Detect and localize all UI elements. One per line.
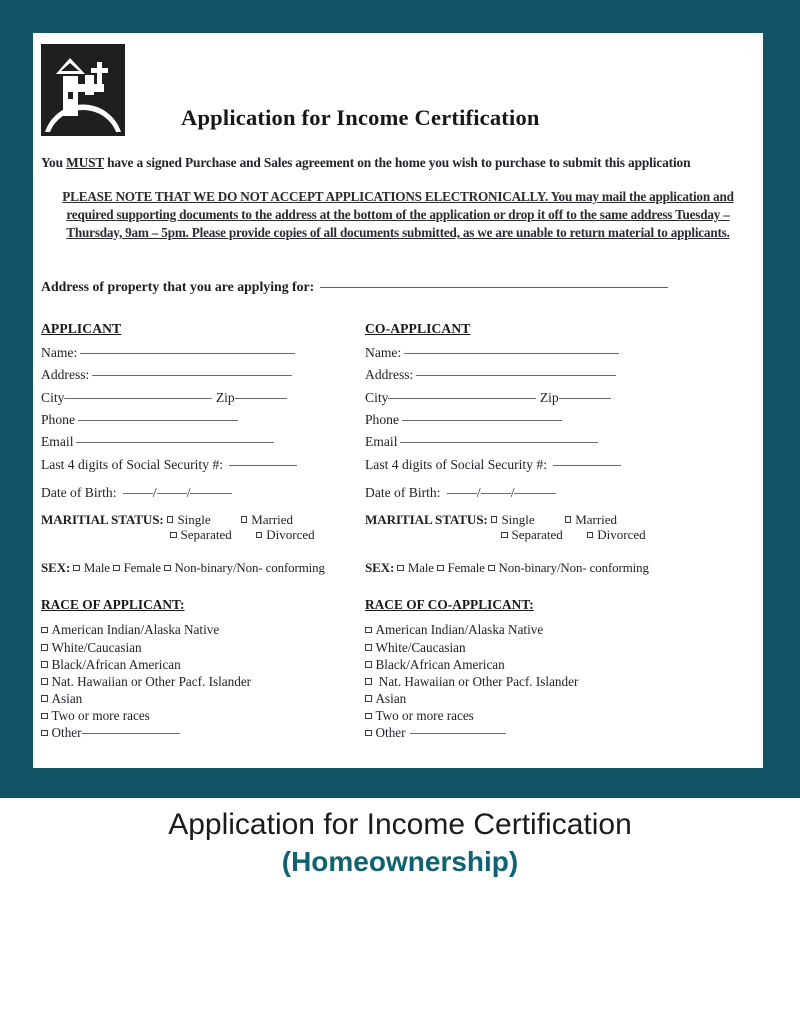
applicant-sex-option-nonbinary[interactable] <box>164 561 325 576</box>
coapplicant-marital-option-single[interactable] <box>491 512 535 528</box>
checkbox-icon[interactable] <box>365 730 372 737</box>
checkbox-icon[interactable] <box>365 695 372 702</box>
must-line-emphasis: MUST <box>66 155 104 170</box>
coapplicant-marital-option-divorced[interactable] <box>587 527 646 543</box>
notice-text: PLEASE NOTE THAT WE DO NOT ACCEPT APPLICATIONS ELECTRONICALLY. You may mail the application and required supporting documents to the address at the bottom of the application or drop it off to the same address Tuesday – Thursday, 9am – 5pm. Please provide copies of all documents submitted, as we are unable to return material to applicants. <box>62 189 734 240</box>
applicant-sex-option-female[interactable] <box>113 561 161 576</box>
coapplicant-race-option-0-label: American Indian/Alaska Native <box>375 622 544 638</box>
checkbox-icon[interactable] <box>397 565 404 572</box>
applicant-marital-option-divorced[interactable] <box>256 527 315 543</box>
coapplicant-race-option-1-label: White/Caucasian <box>375 639 466 655</box>
applicant-marital-option-divorced-label: Divorced <box>266 527 315 543</box>
applicant-name-input[interactable] <box>80 353 295 354</box>
checkbox-icon[interactable] <box>365 678 372 685</box>
applicant-city-label: City <box>41 389 65 405</box>
caption <box>0 806 800 880</box>
applicant-marital-status <box>41 512 373 544</box>
document-title: Application for Income Certification <box>181 105 540 130</box>
coapplicant-race-option-0[interactable] <box>365 621 697 638</box>
checkbox-icon[interactable] <box>365 627 372 634</box>
coapplicant-name-row <box>365 346 697 360</box>
applicant-marital-row2 <box>41 527 373 543</box>
applicant-race-option-3[interactable] <box>41 673 373 690</box>
must-line-prefix: You <box>41 155 67 170</box>
coapplicant-heading: CO-APPLICANT <box>365 321 471 336</box>
coapplicant-sex-option-female[interactable] <box>437 561 485 576</box>
coapplicant-race-option-2-label: Black/African American <box>375 656 505 672</box>
coapplicant-marital-label: MARITIAL STATUS: <box>365 511 488 527</box>
applicant-marital-option-separated[interactable] <box>170 527 232 543</box>
applicant-sex-option-male-label: Male <box>83 561 110 576</box>
applicant-dob-year-input[interactable] <box>190 493 232 494</box>
coapplicant-marital-option-married[interactable] <box>565 512 617 528</box>
caption-line-2: (Homeownership) <box>281 846 519 878</box>
applicant-dob-month-input[interactable] <box>123 493 153 494</box>
checkbox-icon[interactable] <box>167 516 174 523</box>
applicant-sex-label: SEX: <box>41 560 71 576</box>
coapplicant-name-input[interactable] <box>404 353 619 354</box>
applicant-race-option-1[interactable] <box>41 639 373 656</box>
checkbox-icon[interactable] <box>365 713 372 720</box>
coapplicant-marital-option-separated[interactable] <box>501 527 563 543</box>
applicant-marital-option-single[interactable] <box>167 512 211 528</box>
document-header <box>33 33 763 145</box>
applicant-column <box>41 321 373 741</box>
coapplicant-race-option-other[interactable] <box>365 724 697 741</box>
applicant-phone-input[interactable] <box>78 420 238 421</box>
coapplicant-ssn-input[interactable] <box>553 465 621 466</box>
coapplicant-column <box>365 321 697 741</box>
coapplicant-sex-option-male[interactable] <box>397 561 434 576</box>
checkbox-icon[interactable] <box>113 565 120 572</box>
applicant-city-input[interactable] <box>64 398 212 399</box>
house-on-hill-logo-icon <box>41 40 125 140</box>
checkbox-icon[interactable] <box>365 644 372 651</box>
applicant-ssn-row <box>41 458 373 472</box>
coapplicant-race-option-5[interactable] <box>365 707 697 724</box>
coapplicant-email-input[interactable] <box>400 442 598 443</box>
coapplicant-phone-label: Phone <box>365 412 399 428</box>
applicant-dob-day-input[interactable] <box>157 493 187 494</box>
applicant-marital-option-married-label: Married <box>251 511 294 527</box>
applicant-race-option-3-label: Nat. Hawaiian or Other Pacf. Islander <box>51 673 252 689</box>
checkbox-icon[interactable] <box>170 532 177 539</box>
applicant-ssn-label: Last 4 digits of Social Security #: <box>41 456 223 472</box>
coapplicant-dob-label: Date of Birth: <box>365 484 441 500</box>
applicant-race-other-input[interactable] <box>82 733 180 734</box>
applicant-address-input[interactable] <box>92 375 292 376</box>
coapplicant-sex-option-male-label: Male <box>407 561 434 576</box>
coapplicant-race-option-4[interactable] <box>365 690 697 707</box>
applicant-sex-option-nonbinary-label: Non-binary/Non- conforming <box>174 561 325 576</box>
checkbox-icon[interactable] <box>41 730 48 737</box>
coapplicant-marital-option-married-label: Married <box>575 511 618 527</box>
applicant-city-zip-row <box>41 391 373 405</box>
coapplicant-phone-row <box>365 413 697 427</box>
applicant-phone-row <box>41 413 373 427</box>
coapplicant-zip-label: Zip <box>539 389 559 405</box>
applicant-race-option-5-label: Two or more races <box>51 708 150 724</box>
checkbox-icon[interactable] <box>587 532 594 539</box>
coapplicant-sex-row <box>365 560 697 576</box>
applicant-race-option-0-label: American Indian/Alaska Native <box>51 622 220 638</box>
coapplicant-marital-row2 <box>365 527 697 543</box>
applicant-marital-label: MARITIAL STATUS: <box>41 511 164 527</box>
applicant-email-input[interactable] <box>76 442 274 443</box>
applicant-name-row <box>41 346 373 360</box>
coapplicant-race-option-5-label: Two or more races <box>375 708 474 724</box>
electronic-submission-notice <box>45 188 751 242</box>
applicant-address-row <box>41 368 373 382</box>
applicant-race-option-other-label: Other <box>51 725 82 741</box>
checkbox-icon[interactable] <box>41 627 48 634</box>
caption-line-1: Application for Income Certification <box>168 808 632 841</box>
document-page <box>33 33 763 768</box>
applicant-sex-row <box>41 560 373 576</box>
checkbox-icon[interactable] <box>565 516 572 523</box>
coapplicant-sex-option-nonbinary[interactable] <box>488 561 649 576</box>
applicant-zip-label: Zip <box>215 389 235 405</box>
coapplicant-city-zip-row <box>365 391 697 405</box>
applicant-address-label: Address: <box>41 367 90 383</box>
coapplicant-marital-option-separated-label: Separated <box>511 527 563 543</box>
coapplicant-email-label: Email <box>365 434 398 450</box>
applicant-sex-option-female-label: Female <box>123 561 161 576</box>
applicant-race-option-other[interactable] <box>41 724 373 741</box>
applicant-race-option-1-label: White/Caucasian <box>51 639 142 655</box>
coapplicant-race-option-3[interactable] <box>365 673 697 690</box>
coapplicant-address-label: Address: <box>365 367 414 383</box>
coapplicant-marital-option-single-label: Single <box>501 511 535 527</box>
applicant-race-option-4[interactable] <box>41 690 373 707</box>
coapplicant-race-option-other-label: Other <box>375 725 406 741</box>
applicant-heading: APPLICANT <box>41 321 122 336</box>
checkbox-icon[interactable] <box>41 661 48 668</box>
applicant-sex-option-male[interactable] <box>73 561 110 576</box>
checkbox-icon[interactable] <box>501 532 508 539</box>
applicant-email-row <box>41 435 373 449</box>
checkbox-icon[interactable] <box>41 713 48 720</box>
coapplicant-race-option-3-label: Nat. Hawaiian or Other Pacf. Islander <box>378 673 579 689</box>
coapplicant-race-list <box>365 621 697 741</box>
coapplicant-city-label: City <box>365 389 389 405</box>
coapplicant-dob-day-input[interactable] <box>481 493 511 494</box>
coapplicant-phone-input[interactable] <box>402 420 562 421</box>
applicant-race-list <box>41 621 373 741</box>
checkbox-icon[interactable] <box>41 678 48 685</box>
coapplicant-ssn-label: Last 4 digits of Social Security #: <box>365 456 547 472</box>
coapplicant-race-heading: RACE OF CO-APPLICANT: <box>365 597 534 613</box>
applicant-race-heading: RACE OF APPLICANT: <box>41 597 185 613</box>
applicant-phone-label: Phone <box>41 412 75 428</box>
applicant-email-label: Email <box>41 434 74 450</box>
coapplicant-sex-option-female-label: Female <box>447 561 485 576</box>
coapplicant-city-input[interactable] <box>388 398 536 399</box>
applicant-marital-option-single-label: Single <box>177 511 211 527</box>
checkbox-icon[interactable] <box>437 565 444 572</box>
must-line-suffix: have a signed Purchase and Sales agreement on the home you wish to purchase to submit this application <box>103 155 691 170</box>
coapplicant-dob-month-input[interactable] <box>447 493 477 494</box>
checkbox-icon[interactable] <box>73 565 80 572</box>
applicant-dob-row: Date of Birth: / / <box>41 486 373 500</box>
document-content <box>33 33 763 741</box>
applicant-zip-input[interactable] <box>235 398 287 399</box>
coapplicant-marital-status <box>365 512 697 544</box>
checkbox-icon[interactable] <box>164 565 171 572</box>
coapplicant-race-option-2[interactable] <box>365 656 697 673</box>
coapplicant-zip-input[interactable] <box>559 398 611 399</box>
checkbox-icon[interactable] <box>256 532 263 539</box>
checkbox-icon[interactable] <box>365 661 372 668</box>
coapplicant-race-option-1[interactable] <box>365 639 697 656</box>
applicant-dob-label: Date of Birth: <box>41 484 117 500</box>
checkbox-icon[interactable] <box>41 695 48 702</box>
applicant-race-option-5[interactable] <box>41 707 373 724</box>
coapplicant-marital-option-divorced-label: Divorced <box>597 527 646 543</box>
coapplicant-ssn-row <box>365 458 697 472</box>
coapplicant-race-other-input[interactable] <box>410 733 506 734</box>
property-address-label: Address of property that you are applying for: <box>41 279 315 294</box>
checkbox-icon[interactable] <box>41 644 48 651</box>
coapplicant-race-option-4-label: Asian <box>375 690 407 706</box>
applicant-race-option-0[interactable] <box>41 621 373 638</box>
coapplicant-sex-label: SEX: <box>365 560 395 576</box>
applicant-race-option-4-label: Asian <box>51 690 83 706</box>
coapplicant-sex-option-nonbinary-label: Non-binary/Non- conforming <box>498 561 649 576</box>
coapplicant-address-row <box>365 368 697 382</box>
applicant-marital-option-separated-label: Separated <box>180 527 232 543</box>
applicant-race-option-2-label: Black/African American <box>51 656 181 672</box>
checkbox-icon[interactable] <box>241 516 248 523</box>
checkbox-icon[interactable] <box>488 565 495 572</box>
property-address-input[interactable] <box>320 287 668 288</box>
applicant-name-label: Name: <box>41 345 78 360</box>
checkbox-icon[interactable] <box>491 516 498 523</box>
coapplicant-address-input[interactable] <box>416 375 616 376</box>
coapplicant-email-row <box>365 435 697 449</box>
coapplicant-dob-row: Date of Birth: / / <box>365 486 697 500</box>
applicant-ssn-input[interactable] <box>229 465 297 466</box>
applicant-marital-option-married[interactable] <box>241 512 293 528</box>
must-have-agreement-line <box>41 155 690 171</box>
property-address-row <box>41 279 668 295</box>
applicant-race-option-2[interactable] <box>41 656 373 673</box>
coapplicant-dob-year-input[interactable] <box>514 493 556 494</box>
coapplicant-name-label: Name: <box>365 345 402 360</box>
